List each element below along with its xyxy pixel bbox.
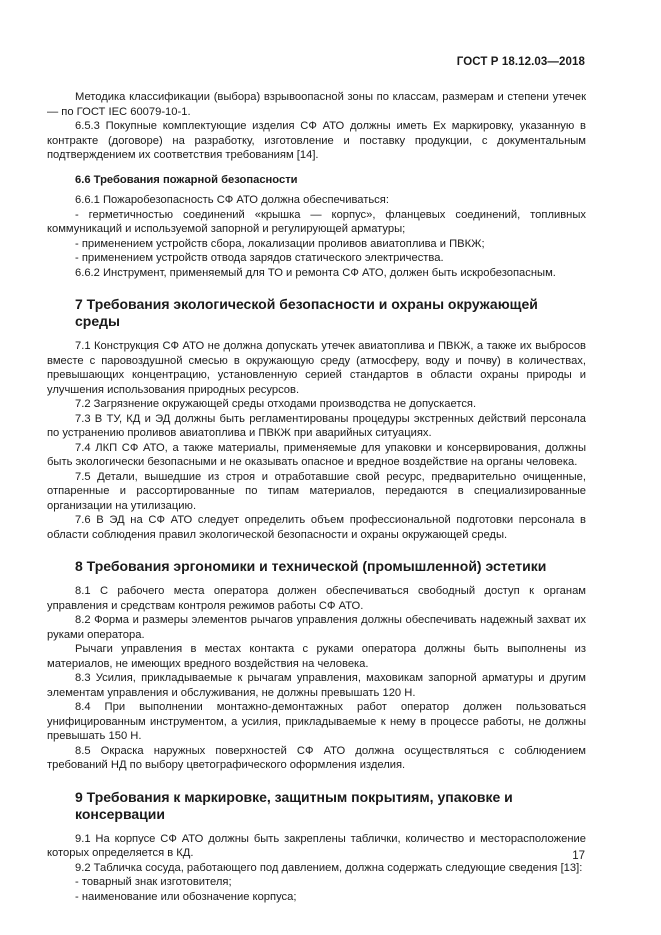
paragraph: 8.2 Форма и размеры элементов рычагов управления должны обеспечивать надежный захват их руками оператора. — [47, 614, 586, 641]
paragraph: 8.4 При выполнении монтажно-демонтажных работ оператор должен пользоваться унифицированным инструментом, а усилия, прикладываемые к нему в процессе работы, не должны превышать 150 Н. — [47, 701, 586, 742]
page-number: 17 — [572, 850, 585, 862]
section-heading: 7 Требования экологической безопасности и охраны окружающей среды — [75, 296, 538, 329]
paragraph: 6.5.3 Покупные комплектующие изделия СФ АТО должны иметь Ex маркировку, указанную в контракте (договоре) на разработку, изготовление и поставку продукции, с документальным подтверждением их соответствия требованиям [14]. — [47, 120, 586, 161]
paragraph: 7.6 В ЭД на СФ АТО следует определить объем профессиональной подготовки персонала в области соблюдения правил экологической безопасности и охраны окружающей среды. — [47, 514, 586, 541]
paragraph: 6.6.1 Пожаробезопасность СФ АТО должна обеспечиваться: — [75, 194, 389, 206]
paragraph: - товарный знак изготовителя; — [75, 876, 232, 888]
document-body — [47, 90, 586, 904]
paragraph: 8.1 С рабочего места оператора должен обеспечиваться свободный доступ к органам управления и средствам контроля режимов работы СФ АТО. — [47, 585, 586, 612]
subsection-heading: 6.6 Требования пожарной безопасности — [75, 173, 298, 186]
paragraph: 9.1 На корпусе СФ АТО должны быть закреплены таблички, количество и месторасположение которых определяется в КД. — [47, 832, 586, 859]
paragraph: Рычаги управления в местах контакта с руками оператора должны быть выполнены из материалов, не имеющих вредного воздействия на человека. — [47, 643, 586, 670]
paragraph: - наименование или обозначение корпуса; — [75, 890, 297, 903]
paragraph: 7.1 Конструкция СФ АТО не должна допускать утечек авиатоплива и ПВКЖ, а также их выбросов вместе с паровоздушной смесью в окружающую среду (атмосферу, воду и почву) в количествах, превышающих концентрацию, установленную серией стандартов в области охраны природы и улучшения использования природных ресурсов. — [47, 340, 586, 396]
paragraph: 7.4 ЛКП СФ АТО, а также материалы, применяемые для упаковки и консервирования, должны быть экологически безопасными и не оказывать опасное и вредное воздействие на органы человека. — [47, 441, 586, 468]
paragraph: 7.5 Детали, вышедшие из строя и отработавшие свой ресурс, предварительно очищенные, отпаренные и рассортированные по типам материалов, передаются в специализированные организации на утилизацию. — [47, 470, 586, 512]
paragraph: - применением устройств сбора, локализации проливов авиатоплива и ПВКЖ; — [75, 237, 485, 250]
paragraph: - герметичностью соединений «крышка — корпус», фланцевых соединений, топливных коммуникаций и используемой запорной и регулирующей арматуры; — [47, 208, 586, 235]
paragraph: Методика классификации (выбора) взрывоопасной зоны по классам, размерам и степени утечек — по ГОСТ IEC 60079-10-1. — [47, 91, 586, 118]
section-heading: 8 Требования эргономики и технической (промышленной) эстетики — [75, 558, 547, 574]
paragraph: 9.2 Табличка сосуда, работающего под давлением, должна содержать следующие сведения [13]: — [75, 861, 583, 874]
section-heading: 9 Требования к маркировке, защитным покрытиям, упаковке и консервации — [75, 788, 513, 822]
paragraph: - применением устройств отвода зарядов статического электричества. — [75, 252, 444, 264]
paragraph: 6.6.2 Инструмент, применяемый для ТО и ремонта СФ АТО, должен быть искробезопасным. — [75, 266, 556, 279]
paragraph: 7.3 В ТУ, КД и ЭД должны быть регламентированы процедуры экстренных действий персонала по устранению проливов авиатоплива и ПВКЖ при аварийных ситуациях. — [47, 412, 586, 439]
document-id-header: ГОСТ Р 18.12.03—2018 — [456, 56, 585, 68]
paragraph: 8.3 Усилия, прикладываемые к рычагам управления, маховикам запорной арматуры и другим элементам управления и обслуживания, не должны превышать 120 Н. — [47, 672, 586, 699]
paragraph: 7.2 Загрязнение окружающей среды отходами производства не допускается. — [75, 398, 477, 410]
paragraph: 8.5 Окраска наружных поверхностей СФ АТО должна осуществляться с соблюдением требований НД по выбору цветографического оформления изделия. — [47, 744, 586, 771]
